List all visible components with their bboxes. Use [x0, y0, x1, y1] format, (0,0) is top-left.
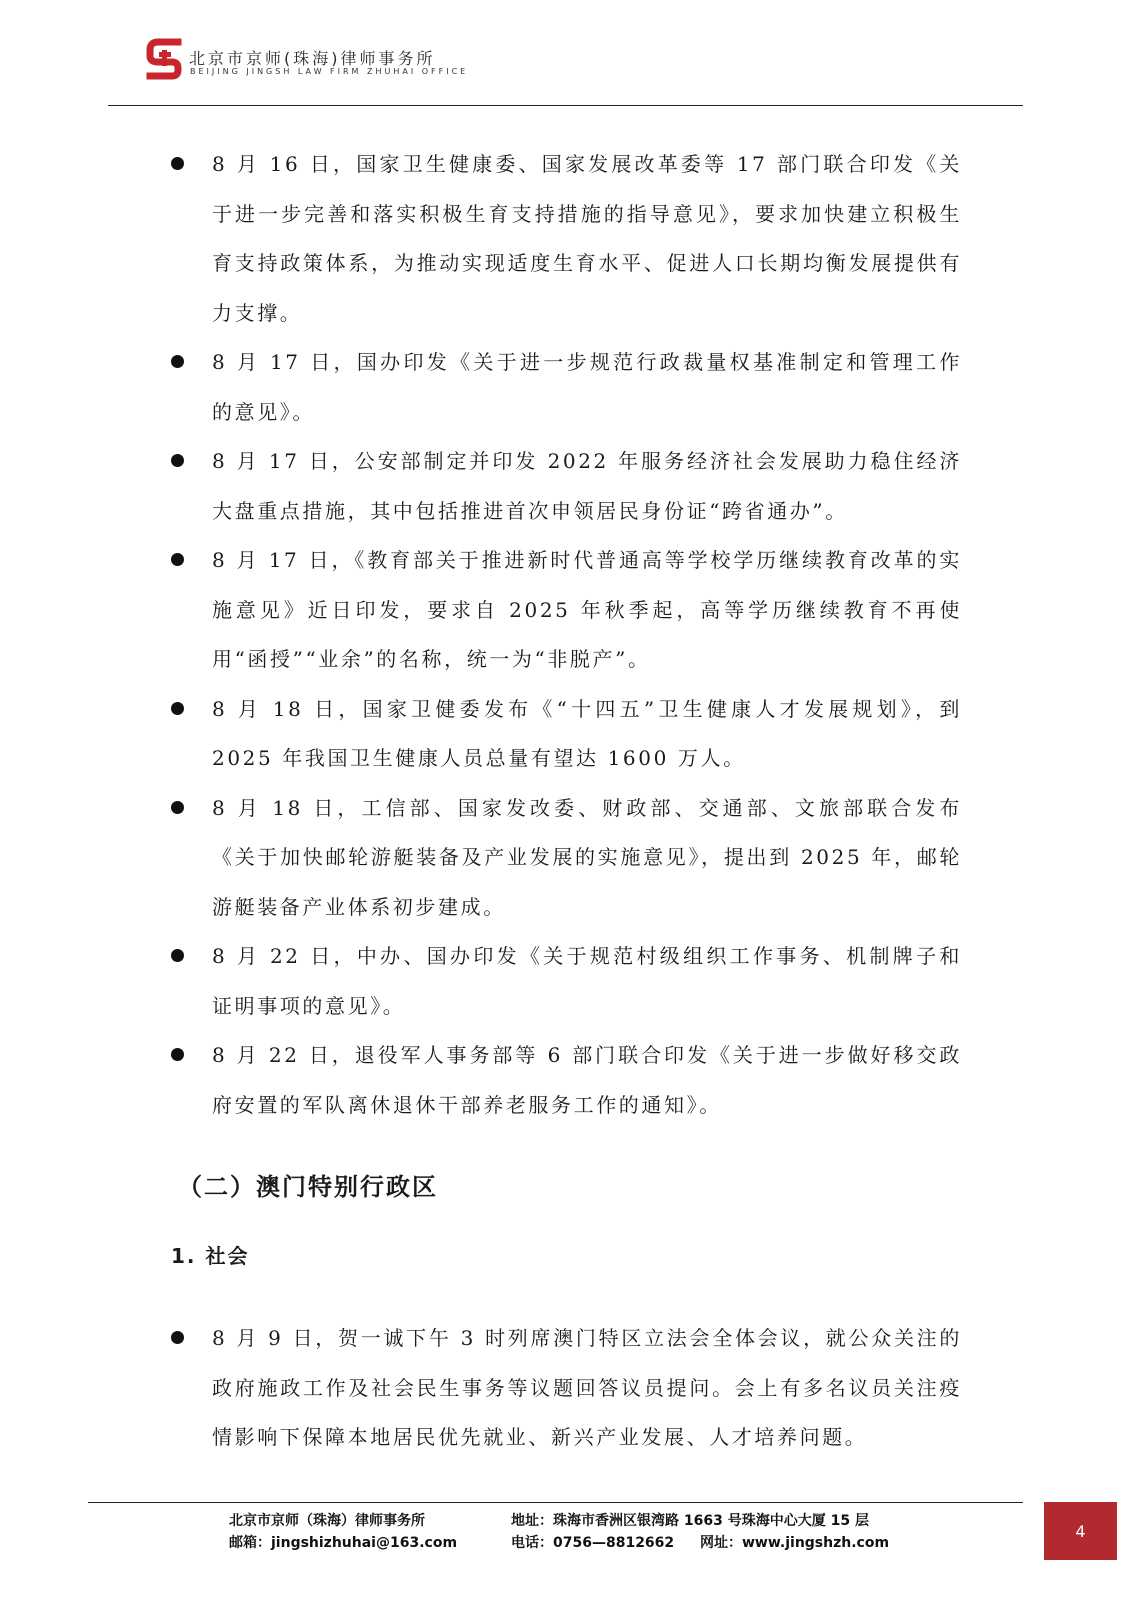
list-item-text: 8 月 9 日，贺一诚下午 3 时列席澳门特区立法会全体会议，就公众关注的政府施政工作及社会民生事务等议题回答议员提问。会上有多名议员关注疫情影响下保障本地居民优先就业、新兴产业发展、人才培养问题。 [212, 1326, 962, 1449]
firm-name-en: BEIJING JINGSH LAW FIRM ZHUHAI OFFICE [190, 67, 469, 76]
header-divider [108, 105, 1023, 106]
page-footer [0, 1510, 1131, 1570]
list-item [212, 784, 962, 933]
bullet-icon [171, 949, 184, 962]
list-item [212, 140, 962, 338]
page-header [0, 0, 1131, 110]
list-item-text: 8 月 18 日，国家卫健委发布《“十四五”卫生健康人才发展规划》，到 2025 年我国卫生健康人员总量有望达 1600 万人。 [212, 696, 962, 770]
bullet-icon [171, 801, 184, 814]
firm-logo-icon [146, 38, 184, 82]
footer-divider [88, 1502, 1023, 1503]
list-item [212, 338, 962, 437]
footer-address: 地址：珠海市香洲区银湾路 1663 号珠海中心大厦 15 层 [511, 1513, 869, 1529]
document-body [0, 140, 1131, 1463]
bullet-icon [171, 355, 184, 368]
footer-website: 网址：www.jingshzh.com [700, 1535, 890, 1551]
list-item [212, 1314, 962, 1463]
bullet-icon [171, 454, 184, 467]
firm-name-cn: 北京市京师(珠海)律师事务所 [189, 49, 436, 68]
page-number: 4 [1044, 1502, 1117, 1560]
bullet-icon [171, 553, 184, 566]
list-item [212, 932, 962, 1031]
bullet-icon [171, 1331, 184, 1344]
list-item-text: 8 月 22 日，中办、国办印发《关于规范村级组织工作事务、机制牌子和证明事项的意见》。 [212, 944, 962, 1018]
list-item-text: 8 月 18 日，工信部、国家发改委、财政部、交通部、文旅部联合发布《关于加快邮轮游艇装备及产业发展的实施意见》，提出到 2025 年，邮轮游艇装备产业体系初步建成。 [212, 795, 962, 919]
section-heading: （二）澳门特别行政区 [178, 1173, 438, 1201]
bullet-icon [171, 702, 184, 715]
list-item-text: 8 月 17 日，公安部制定并印发 2022 年服务经济社会发展助力稳住经济大盘重点措施，其中包括推进首次申领居民身份证“跨省通办”。 [212, 449, 962, 523]
bullet-icon [171, 157, 184, 170]
footer-firm-name: 北京市京师（珠海）律师事务所 [229, 1513, 425, 1529]
bullet-icon [171, 1048, 184, 1061]
footer-email: 邮箱：jingshizhuhai@163.com [229, 1535, 458, 1551]
list-item [212, 1031, 962, 1130]
list-item [212, 437, 962, 536]
list-item-text: 8 月 17 日，国办印发《关于进一步规范行政裁量权基准制定和管理工作的意见》。 [212, 350, 962, 424]
list-item-text: 8 月 22 日，退役军人事务部等 6 部门联合印发《关于进一步做好移交政府安置的军队离休退休干部养老服务工作的通知》。 [212, 1043, 962, 1117]
footer-phone: 电话：0756—8812662 [511, 1535, 675, 1551]
list-item [212, 685, 962, 784]
list-item [212, 536, 962, 685]
spacer [0, 1276, 1131, 1314]
list-item-text: 8 月 16 日，国家卫生健康委、国家发展改革委等 17 部门联合印发《关于进一步完善和落实积极生育支持措施的指导意见》，要求加快建立积极生育支持政策体系，为推动实现适度生育水平、促进人口长期均衡发展提供有力支撑。 [212, 152, 962, 325]
list-item-text: 8 月 17 日，《教育部关于推进新时代普通高等学校学历继续教育改革的实施意见》近日印发，要求自 2025 年秋季起，高等学历继续教育不再使用“函授”“业余”的名称，统一为“非脱产”。 [212, 548, 962, 671]
sub-heading: 1. 社会 [171, 1244, 250, 1268]
